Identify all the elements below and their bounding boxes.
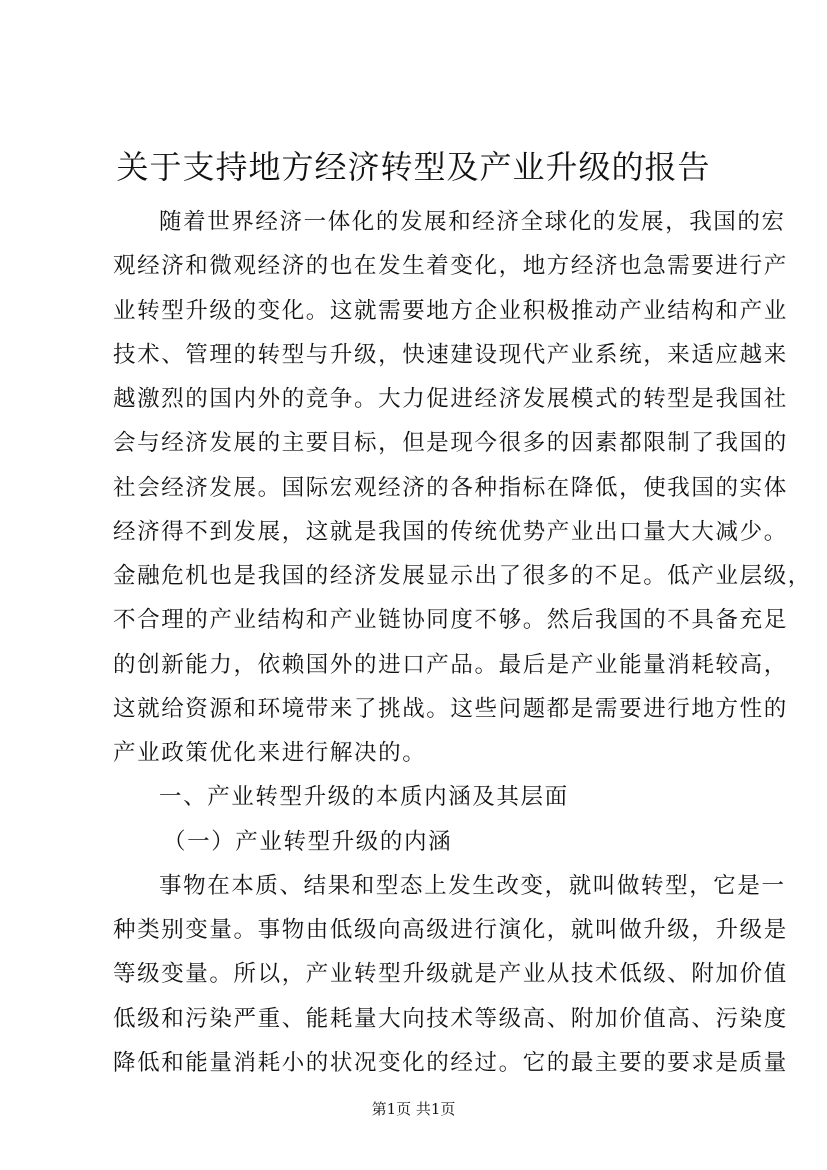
body-line: 事物在本质、结果和型态上发生改变，就叫做转型，它是一 [159, 872, 786, 899]
body-line: 会与经济发展的主要目标，但是现今很多的因素都限制了我国的 [113, 430, 788, 457]
body-line: 经济得不到发展，这就是我国的传统优势产业出口量大大减少。 [113, 518, 788, 545]
section-heading: 一、产业转型升级的本质内涵及其层面 [159, 784, 569, 811]
page-number-footer: 第1页 共1页 [371, 1100, 456, 1118]
document-body [113, 200, 812, 1085]
body-line: 不合理的产业结构和产业链协同度不够。然后我国的不具备充足 [113, 607, 788, 634]
subsection-heading: （一）产业转型升级的内涵 [163, 828, 453, 855]
body-line: 随着世界经济一体化的发展和经济全球化的发展，我国的宏 [159, 209, 786, 235]
body-line: 等级变量。所以，产业转型升级就是产业从技术低级、附加价值 [113, 961, 788, 988]
body-line: 业转型升级的变化。这就需要地方企业积极推动产业结构和产业 [113, 297, 788, 324]
body-line: 种类别变量。事物由低级向高级进行演化，就叫做升级，升级是 [113, 917, 788, 943]
body-line: 降低和能量消耗小的状况变化的经过。它的最主要的要求是质量 [113, 1049, 788, 1076]
body-line: 产业政策优化来进行解决的。 [113, 740, 427, 766]
body-line: 的创新能力，依赖国外的进口产品。最后是产业能量消耗较高， [113, 651, 788, 678]
body-line: 技术、管理的转型与升级，快速建设现代产业系统，来适应越来 [113, 341, 788, 368]
document-title: 关于支持地方经济转型及产业升级的报告 [116, 148, 711, 186]
body-line: 金融危机也是我国的经济发展显示出了很多的不足。低产业层级， [113, 563, 812, 589]
body-line: 这就给资源和环境带来了挑战。这些问题都是需要进行地方性的 [113, 695, 788, 722]
body-line: 社会经济发展。国际宏观经济的各种指标在降低，使我国的实体 [113, 474, 788, 501]
body-line: 观经济和微观经济的也在发生着变化，地方经济也急需要进行产 [113, 253, 788, 280]
body-line: 越激烈的国内外的竞争。大力促进经济发展模式的转型是我国社 [113, 386, 788, 412]
body-line: 低级和污染严重、能耗量大向技术等级高、附加价值高、污染度 [113, 1005, 788, 1032]
